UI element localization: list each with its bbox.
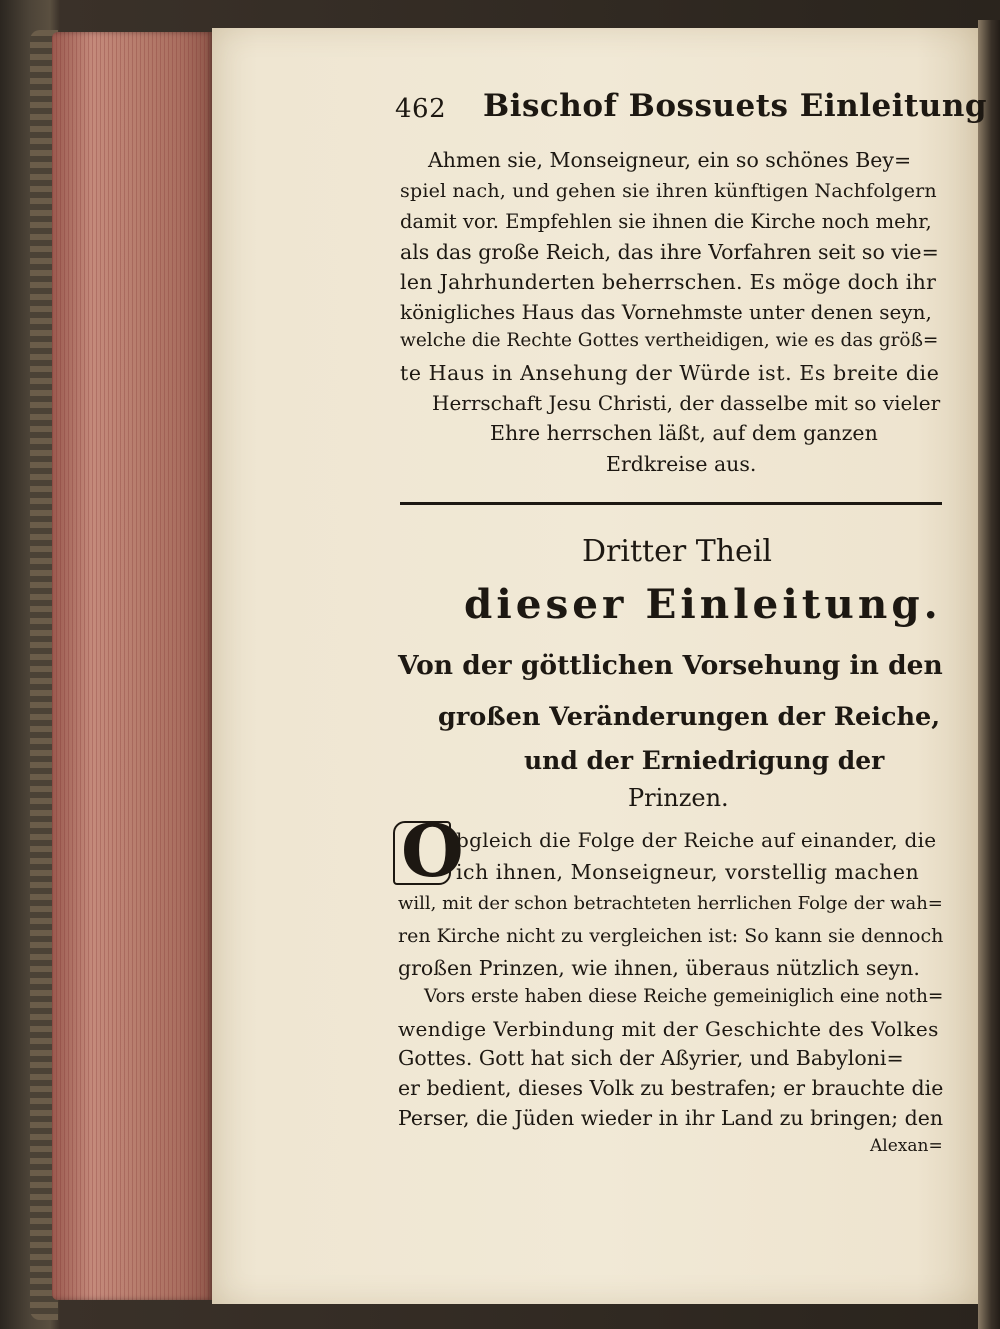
text-line: königliches Haus das Vornehmste unter denen seyn, — [400, 300, 932, 324]
chapter-subtitle-line-1: Von der göttlichen Vorsehung in den — [398, 650, 943, 681]
text-line: will, mit der schon betrachteten herrlichen Folge der wah= — [398, 893, 943, 914]
text-line: ich ihnen, Monseigneur, vorstellig machen — [456, 860, 920, 884]
text-line: Ahmen sie, Monseigneur, ein so schönes Bey= — [428, 148, 912, 172]
chapter-subtitle-line-2: großen Veränderungen der Reiche, — [438, 702, 941, 732]
text-line: ren Kirche nicht zu vergleichen ist: So kann sie dennoch — [398, 925, 944, 947]
page-number: 462 — [395, 94, 447, 124]
book-gutter — [978, 20, 1000, 1329]
chapter-subtitle-line-3: und der Erniedrigung der — [524, 746, 885, 775]
text-line: damit vor. Empfehlen sie ihnen die Kirche noch mehr, — [400, 210, 932, 233]
text-line: Perser, die Jüden wieder in ihr Land zu bringen; den — [398, 1106, 944, 1130]
part-title: dieser Einleitung. — [464, 580, 942, 628]
text-line: großen Prinzen, wie ihnen, überaus nützlich seyn. — [398, 956, 920, 980]
section-divider-rule — [400, 502, 942, 505]
drop-capital — [395, 808, 464, 893]
text-line: bgleich die Folge der Reiche auf einander, die — [456, 828, 937, 852]
text-line: Erdkreise aus. — [606, 452, 757, 476]
part-heading: Dritter Theil — [582, 534, 773, 569]
text-line: Vors erste haben diese Reiche gemeiniglich eine noth= — [424, 986, 944, 1007]
text-line: len Jahrhunderten beherrschen. Es möge doch ihr — [400, 270, 937, 294]
text-line: Gottes. Gott hat sich der Aßyrier, und Babyloni= — [398, 1046, 904, 1070]
text-line: Herrschaft Jesu Christi, der dasselbe mit so vieler — [432, 391, 941, 415]
text-line: te Haus in Ansehung der Würde ist. Es breite die — [400, 361, 940, 385]
drop-capital-letter: O — [401, 808, 464, 893]
chapter-subtitle-line-4: Prinzen. — [628, 784, 729, 812]
text-line: spiel nach, und gehen sie ihren künftigen Nachfolgern — [400, 180, 937, 202]
page-fore-edge — [52, 32, 214, 1300]
text-line: welche die Rechte Gottes vertheidigen, wie es das größ= — [400, 330, 939, 351]
catchword: Alexan= — [870, 1136, 943, 1156]
running-header — [395, 88, 988, 132]
text-line: er bedient, dieses Volk zu bestrafen; er brauchte die — [398, 1076, 944, 1100]
text-line: als das große Reich, das ihre Vorfahren seit so vie= — [400, 240, 939, 264]
running-title: Bischof Bossuets Einleitung — [483, 88, 988, 124]
text-line: Ehre herrschen läßt, auf dem ganzen — [490, 421, 878, 445]
text-line: wendige Verbindung mit der Geschichte des Volkes — [398, 1017, 939, 1041]
